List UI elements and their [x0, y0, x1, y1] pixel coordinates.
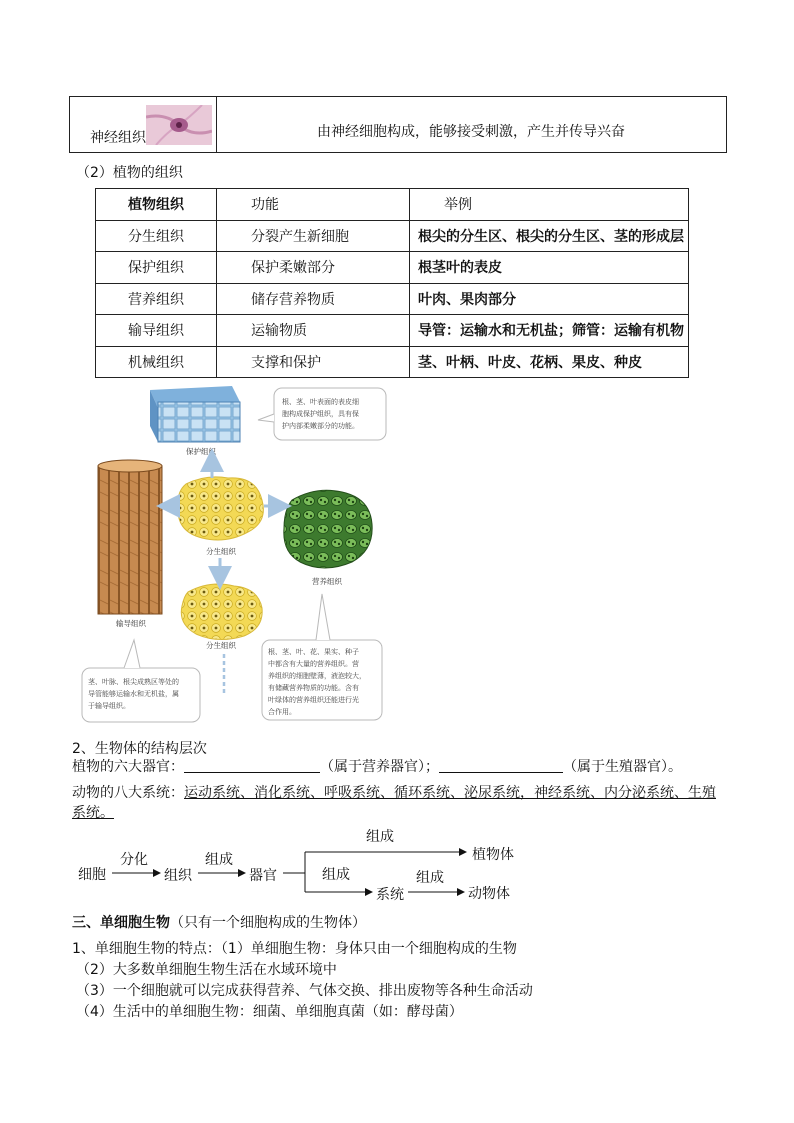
- plant-tissue-table: [95, 188, 689, 378]
- animal-systems-tail: 系统。: [72, 805, 114, 821]
- nerve-tissue-description: 由神经细胞构成，能够接受刺激，产生并传导兴奋: [317, 124, 625, 140]
- flow-tissue: 组织: [164, 868, 192, 884]
- flow-compose-bottom: 组成: [322, 867, 350, 883]
- unicellular-heading: 三、单细胞生物（只有一个细胞构成的生物体）: [72, 915, 366, 931]
- unicellular-p2: （2）大多数单细胞生物生活在水域环境中: [76, 962, 337, 978]
- tissue-name: 分生组织: [96, 220, 217, 252]
- protective-note-text: 根、茎、叶表面的表皮细 胞构成保护组织，具有保 护内部柔嫩部分的功能。: [282, 398, 359, 430]
- table-row: [96, 346, 689, 378]
- tissue-function: 运输物质: [217, 315, 410, 347]
- flow-differentiate: 分化: [120, 852, 148, 868]
- header-tissue: 植物组织: [96, 189, 217, 221]
- flow-system: 系统: [376, 887, 404, 903]
- unicellular-p4: （4）生活中的单细胞生物：细菌、单细胞真菌（如：酵母菌）: [76, 1004, 463, 1020]
- tissue-function: 储存营养物质: [217, 283, 410, 315]
- header-example: 举例: [410, 189, 689, 221]
- flow-compose-1: 组成: [205, 852, 233, 868]
- meristem-label-1: 分生组织: [206, 547, 236, 556]
- meristem-tissue-image: [178, 477, 264, 540]
- nerve-cell-image: [146, 105, 212, 145]
- flow-cell: 细胞: [78, 867, 106, 883]
- table-row: [96, 283, 689, 315]
- table-row: [96, 315, 689, 347]
- plant-tissue-figure: [78, 382, 398, 727]
- conducting-tissue-image: [98, 466, 162, 614]
- tissue-example: 叶肉、果肉部分: [410, 283, 689, 315]
- nerve-tissue-row: [69, 96, 727, 153]
- tissue-example: 茎、叶柄、叶皮、花柄、果皮、种皮: [410, 346, 689, 378]
- structure-title: 2、生物体的结构层次: [72, 741, 207, 757]
- table-row: [96, 220, 689, 252]
- nutrient-note-text: 根、茎、叶、花、果实、种子 中都含有大量的营养组织。营 养组织的细胞壁薄，液泡较大， 有储藏营养物质的功能。含有 叶绿体的营养组织还能进行光 合作用。: [268, 648, 366, 716]
- protective-tissue-label: 保护组织: [186, 447, 216, 456]
- plant-tissue-section-title: （2）植物的组织: [76, 165, 183, 181]
- table-row: [96, 252, 689, 284]
- flow-compose-top: 组成: [366, 829, 394, 845]
- tissue-function: 支撑和保护: [217, 346, 410, 378]
- plant-organs-line: 植物的六大器官： （属于营养器官）； （属于生殖器官）。: [72, 759, 682, 775]
- meristem-label-2: 分生组织: [206, 641, 236, 650]
- conducting-note-text: 茎、叶脉、根尖成熟区等处的 导管能够运输水和无机盐，属 于输导组织。: [88, 678, 179, 710]
- flow-plant-body: 植物体: [472, 847, 514, 863]
- tissue-example: 导管：运输水和无机盐；筛管：运输有机物: [410, 315, 689, 347]
- header-function: 功能: [217, 189, 410, 221]
- blank-reproductive-organs[interactable]: [439, 758, 563, 773]
- unicellular-p1: 1、单细胞生物的特点：（1）单细胞生物：身体只由一个细胞构成的生物: [72, 941, 517, 957]
- flow-animal-body: 动物体: [468, 886, 510, 902]
- tissue-name: 营养组织: [96, 283, 217, 315]
- flow-compose-last: 组成: [416, 870, 444, 886]
- unicellular-p3: （3）一个细胞就可以完成获得营养、气体交换、排出废物等各种生命活动: [76, 983, 533, 999]
- tissue-example: 根尖的分生区、根尖的分生区、茎的形成层: [410, 220, 689, 252]
- nutrient-tissue-image: [284, 490, 372, 568]
- protective-tissue-image: [158, 402, 240, 442]
- table-header-row: [96, 189, 689, 221]
- tissue-name: 机械组织: [96, 346, 217, 378]
- tissue-function: 保护柔嫩部分: [217, 252, 410, 284]
- flow-organ: 器官: [249, 868, 277, 884]
- nutrient-tissue-label: 营养组织: [312, 577, 342, 586]
- tissue-example: 根茎叶的表皮: [410, 252, 689, 284]
- nerve-tissue-label: 神经组织: [90, 130, 146, 146]
- meristem-tissue-image-2: [181, 584, 262, 640]
- tissue-name: 保护组织: [96, 252, 217, 284]
- conducting-tissue-label: 输导组织: [116, 619, 146, 628]
- blank-vegetative-organs[interactable]: [184, 758, 320, 773]
- tissue-function: 分裂产生新细胞: [217, 220, 410, 252]
- tissue-name: 输导组织: [96, 315, 217, 347]
- animal-systems-line: 动物的八大系统：运动系统、消化系统、呼吸系统、循环系统、泌尿系统，神经系统、内分泌系统、生殖: [72, 785, 716, 801]
